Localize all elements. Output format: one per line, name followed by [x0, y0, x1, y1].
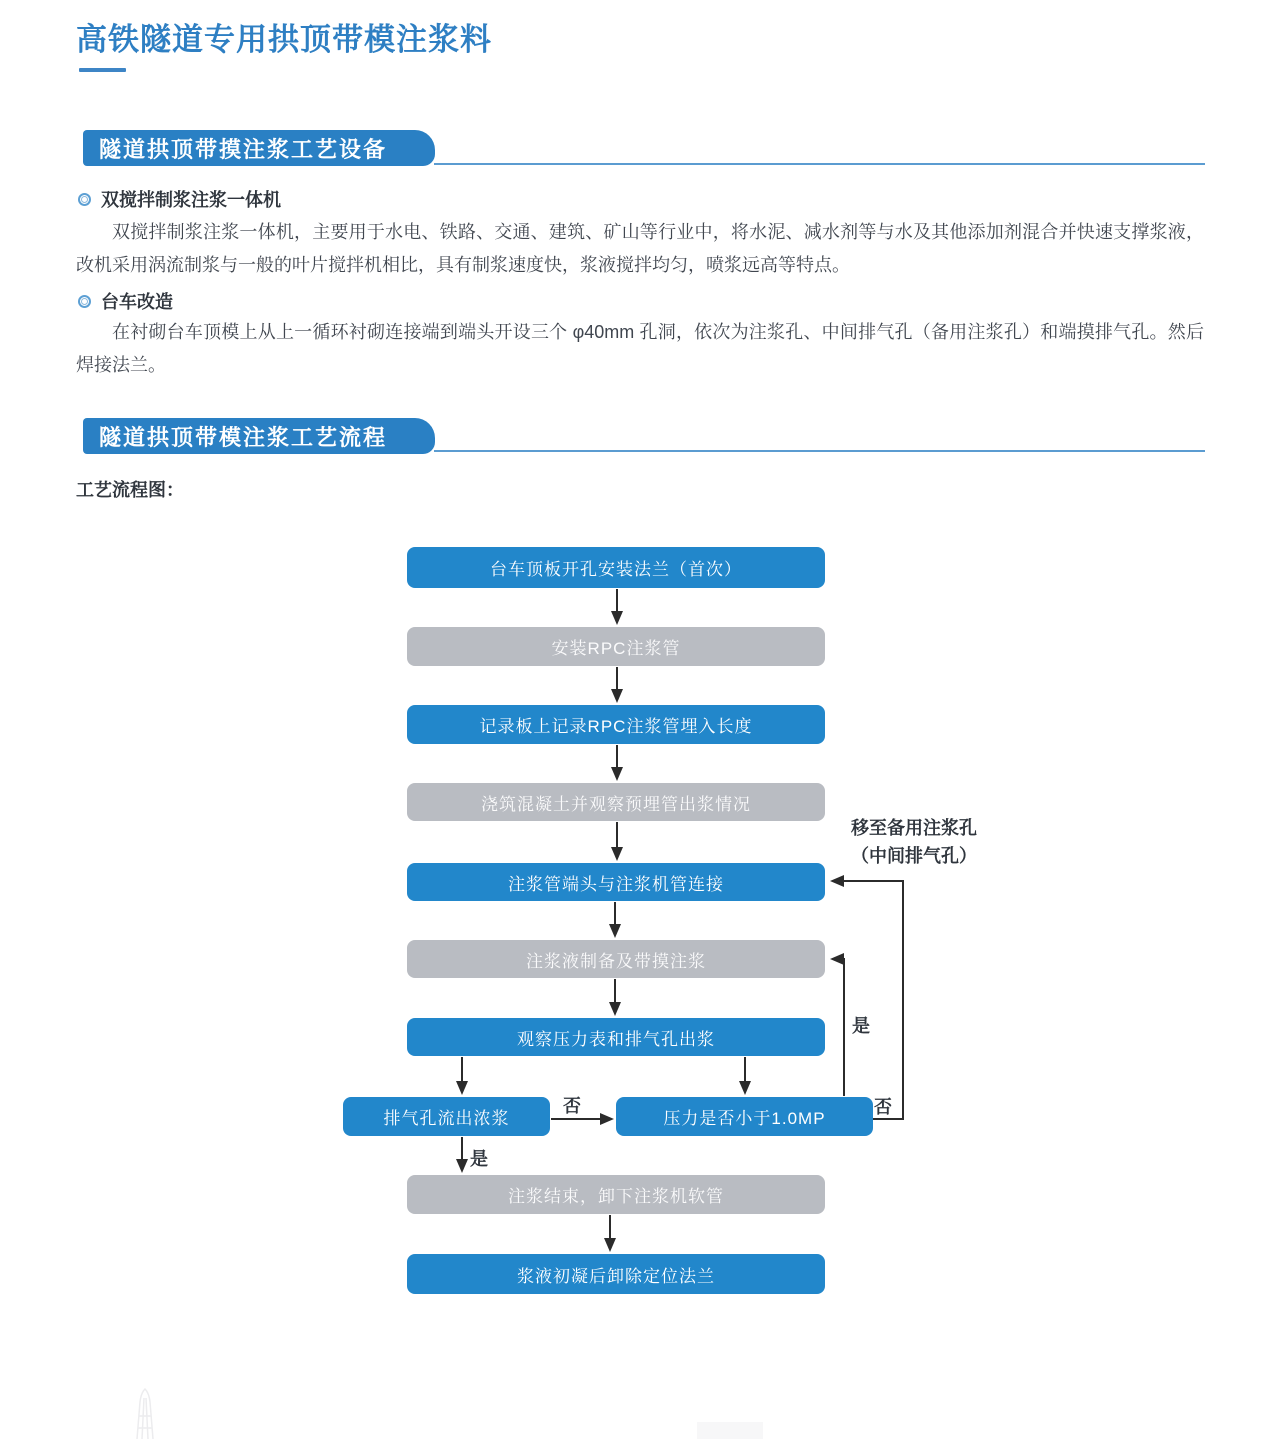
section-banner-equipment — [83, 130, 435, 166]
paragraph-mixer: 双搅拌制浆注浆一体机，主要用于水电、铁路、交通、建筑、矿山等行业中，将水泥、减水剂等与水及其他添加剂混合并快速支撑浆液，改机采用涡流制浆与一般的叶片搅拌机相比，具有制浆速度快，浆液搅拌均匀，喷浆远高等特点。 — [76, 222, 1204, 275]
item-heading-mixer — [78, 186, 281, 212]
item-heading-mixer-label: 双搅拌制浆注浆一体机 — [101, 190, 281, 210]
feedback-annotation-line1: 移至备用注浆孔 — [851, 818, 977, 838]
banner-rule — [434, 450, 1205, 452]
branch-label-no: 否 — [563, 1096, 581, 1116]
tower-watermark-icon — [115, 1388, 185, 1439]
flow-diagram-label: 工艺流程图： — [76, 480, 184, 500]
flow-step-install-flange: 台车顶板开孔安装法兰（首次） — [407, 547, 825, 588]
flow-step-connect-machine: 注浆管端头与注浆机管连接 — [407, 863, 825, 901]
flow-step-prepare-grout: 注浆液制备及带摸注浆 — [407, 940, 825, 978]
flow-step-observe-pressure: 观察压力表和排气孔出浆 — [407, 1018, 825, 1056]
item-heading-trolley — [78, 288, 173, 314]
item-heading-trolley-label: 台车改造 — [101, 292, 173, 312]
feedback-annotation-line2: （中间排气孔） — [851, 846, 977, 866]
faint-smudge — [697, 1422, 763, 1439]
branch-label-no-feedback: 否 — [874, 1097, 892, 1117]
flow-step-pressure-check: 压力是否小于1.0MP — [616, 1097, 873, 1136]
ring-bullet-icon — [78, 193, 91, 206]
flow-step-pour-concrete: 浇筑混凝土并观察预埋管出浆情况 — [407, 783, 825, 821]
flow-step-install-rpc-pipe: 安装RPC注浆管 — [407, 627, 825, 666]
flow-step-record-length: 记录板上记录RPC注浆管埋入长度 — [407, 705, 825, 744]
section-banner-process-label: 隧道拱顶带模注浆工艺流程 — [99, 424, 388, 450]
title-underline — [79, 68, 126, 72]
ring-bullet-icon — [78, 295, 91, 308]
branch-label-yes-feedback: 是 — [852, 1016, 870, 1036]
feedback-annotation — [839, 814, 989, 870]
section-banner-process — [83, 418, 435, 454]
banner-rule — [434, 163, 1205, 165]
page-title: 高铁隧道专用拱顶带模注浆料 — [76, 22, 492, 57]
section-banner-equipment-label: 隧道拱顶带摸注浆工艺设备 — [99, 136, 388, 162]
flow-step-vent-thick-grout: 排气孔流出浓浆 — [343, 1097, 550, 1136]
paragraph-trolley: 在衬砌台车顶模上从上一循环衬砌连接端到端头开设三个 φ40mm 孔洞，依次为注浆孔、中间排气孔（备用注浆孔）和端摸排气孔。然后焊接法兰。 — [76, 322, 1204, 375]
branch-label-yes: 是 — [470, 1149, 488, 1169]
flow-step-remove-flange: 浆液初凝后卸除定位法兰 — [407, 1254, 825, 1294]
flow-step-finish-grouting: 注浆结束，卸下注浆机软管 — [407, 1175, 825, 1214]
